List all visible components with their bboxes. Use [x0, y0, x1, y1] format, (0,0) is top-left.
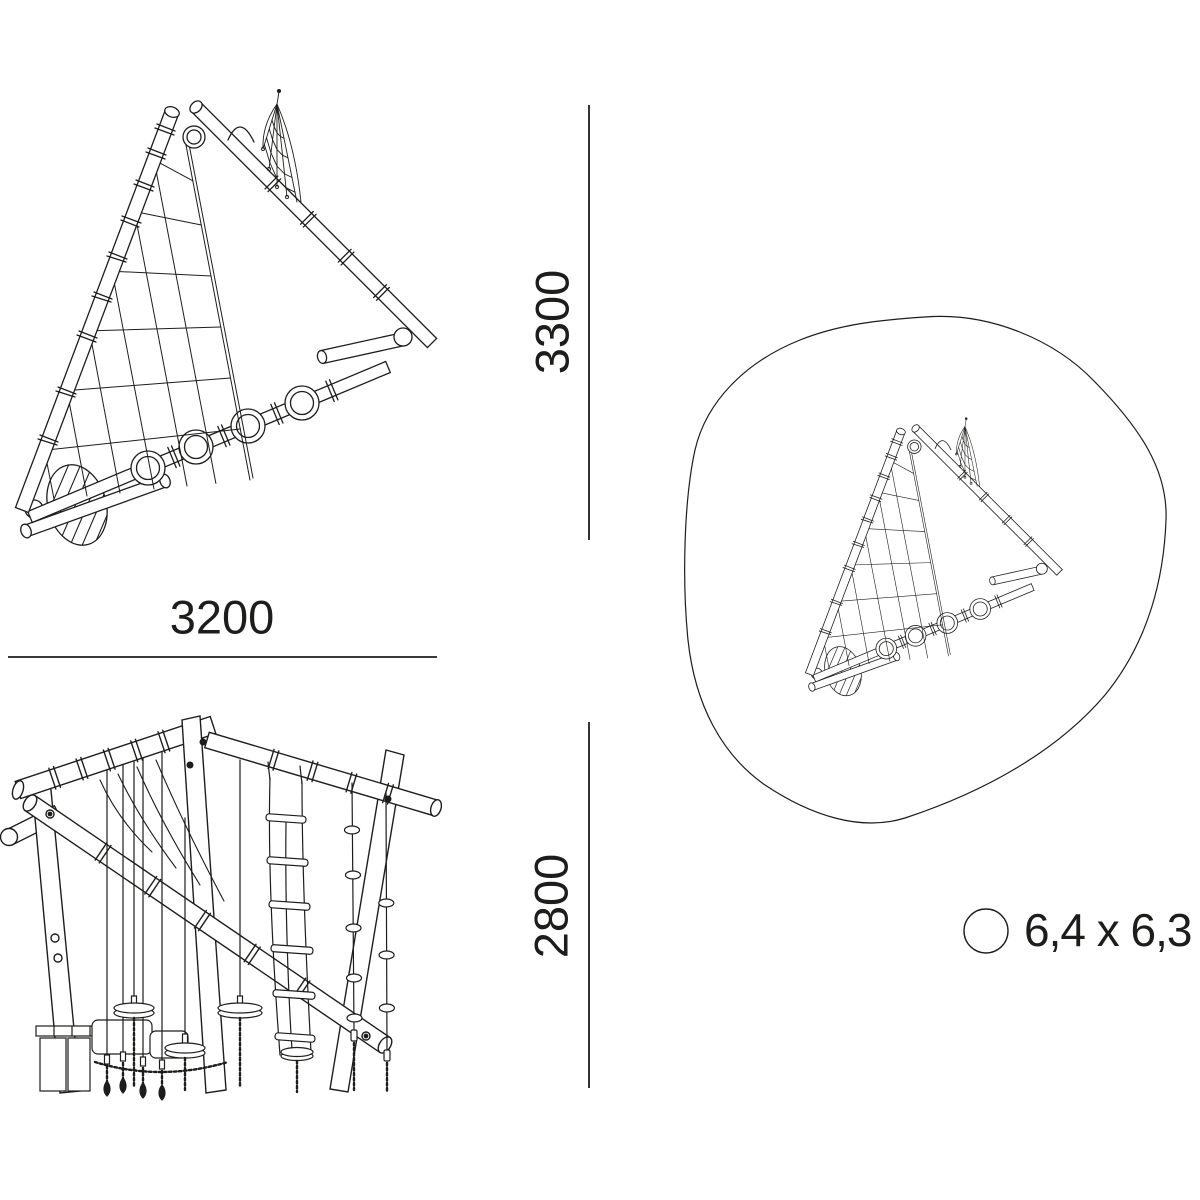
dimension-label-2800: 2800 [524, 853, 578, 959]
safety-zone [685, 316, 1166, 823]
safety-zone-size-label: 6,4 x 6,3 [1024, 903, 1192, 956]
safety-zone-outline [685, 316, 1166, 823]
elevation-view-drawing [1, 716, 444, 1100]
safety-zone-plan-drawing [805, 418, 1062, 702]
rope-ladder [266, 762, 315, 1055]
dimension-label-3200: 3200 [169, 590, 275, 644]
dimension-label-3300: 3300 [525, 269, 579, 375]
safety-zone-marker-circle-icon [964, 909, 1008, 953]
plan-view-drawing [16, 89, 437, 555]
base-blocks [36, 1020, 188, 1091]
